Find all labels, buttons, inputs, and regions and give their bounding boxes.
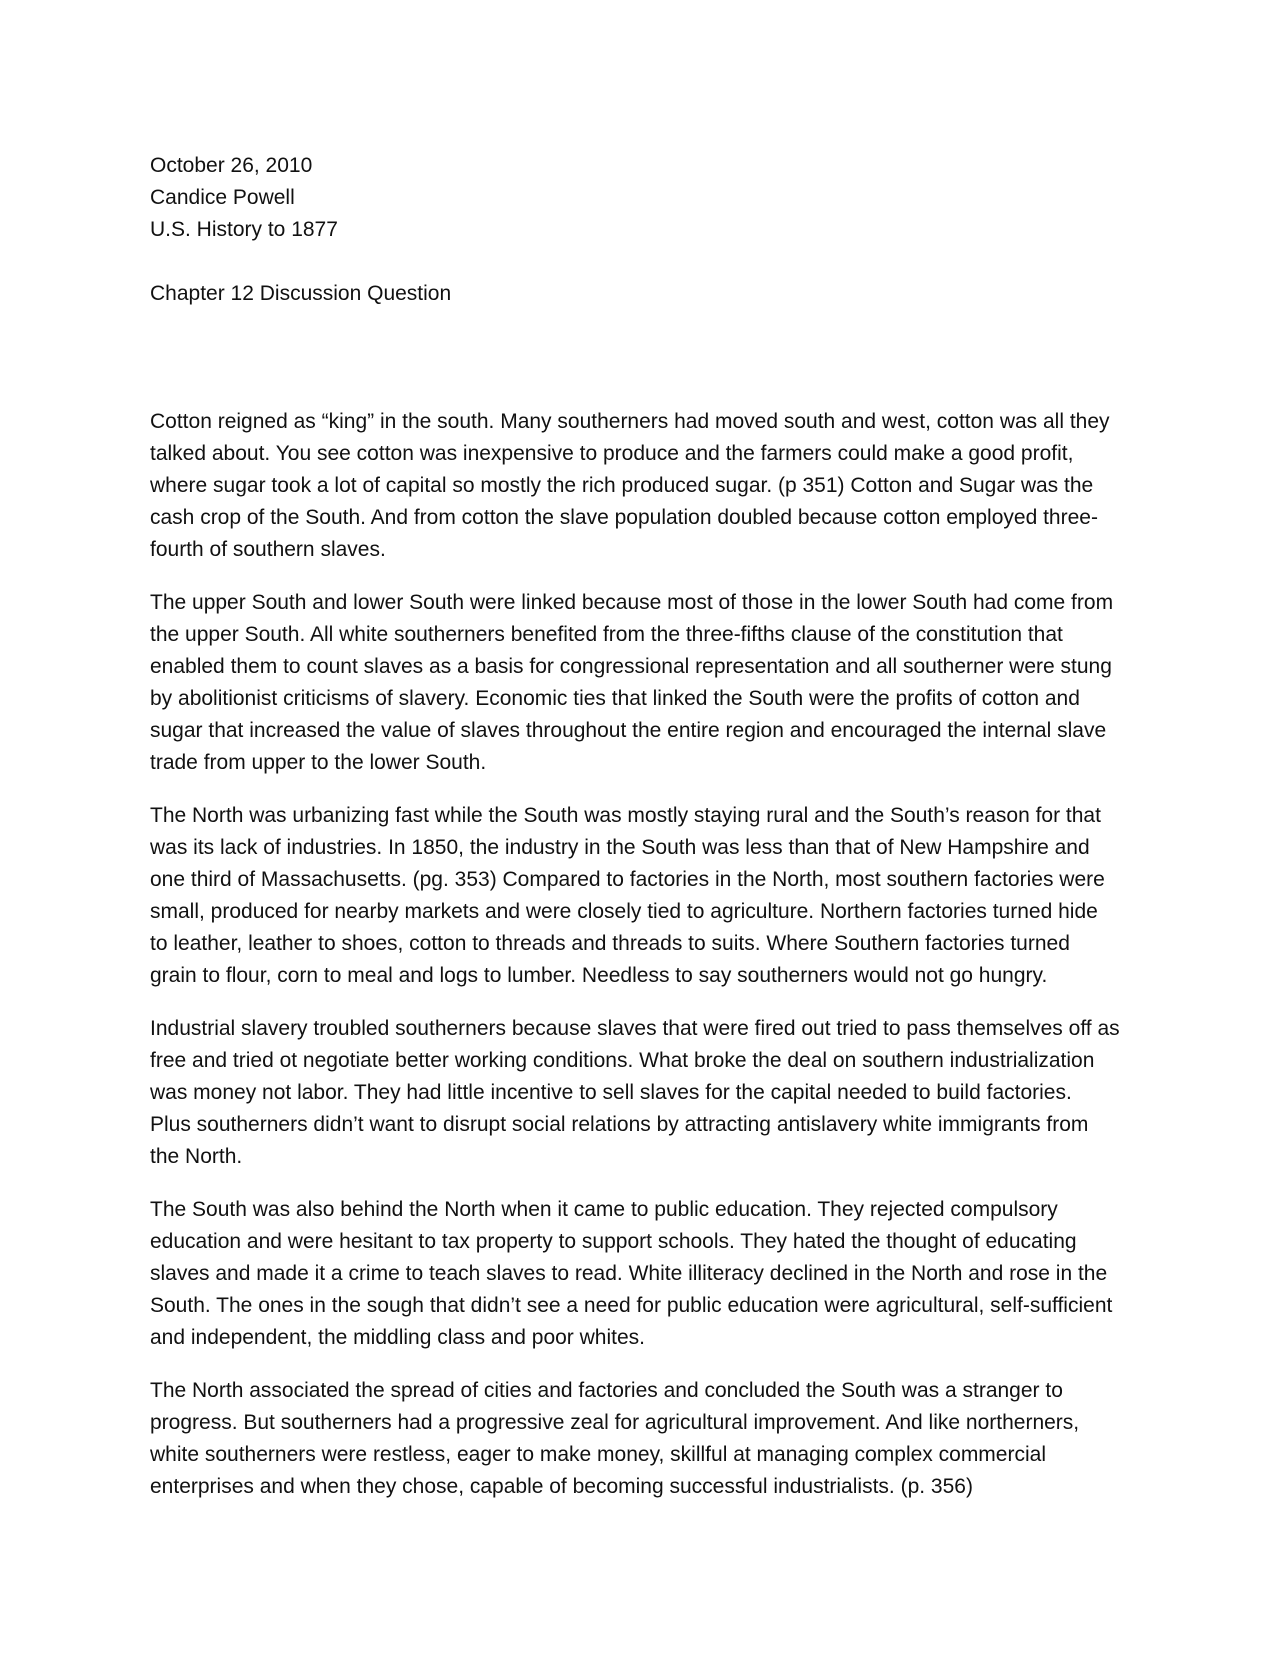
paragraph-line: the North. [150,1145,243,1168]
document-body [150,150,1140,1524]
paragraph-line: by abolitionist criticisms of slavery. Economic ties that linked the South were the profits of cotton and [150,687,1080,710]
paragraph-line: Industrial slavery troubled southerners because slaves that were fired out tried to pass themselves off as [150,1017,1120,1040]
paragraph-line: the upper South. All white southerners benefited from the three-fifths clause of the constitution that [150,623,1063,646]
paragraph-line: trade from upper to the lower South. [150,751,487,774]
paragraph-line: enterprises and when they chose, capable of becoming successful industrialists. (p. 356) [150,1475,973,1498]
paragraph-line: talked about. You see cotton was inexpensive to produce and the farmers could make a good profit, [150,442,1074,465]
paragraph-line: Plus southerners didn’t want to disrupt social relations by attracting antislavery white immigrants from [150,1113,1089,1136]
paragraph-line: one third of Massachusetts. (pg. 353) Compared to factories in the North, most southern factories were [150,868,1105,891]
paragraph-line: South. The ones in the sough that didn’t see a need for public education were agricultural, self-sufficient [150,1294,1113,1317]
paragraph-line: fourth of southern slaves. [150,538,386,561]
paragraph-line: and independent, the middling class and poor whites. [150,1326,645,1349]
paragraph-line: The upper South and lower South were linked because most of those in the lower South had come from [150,591,1114,614]
paragraph-line: cash crop of the South. And from cotton the slave population doubled because cotton employed three- [150,506,1098,529]
author-line: Candice Powell [150,186,295,209]
date-line: October 26, 2010 [150,154,313,177]
paragraph-line: grain to flour, corn to meal and logs to lumber. Needless to say southerners would not go hungry. [150,964,1048,987]
paragraph-line: was its lack of industries. In 1850, the industry in the South was less than that of New Hampshire and [150,836,1090,859]
paragraph-line: to leather, leather to shoes, cotton to threads and threads to suits. Where Southern factories turned [150,932,1070,955]
header-block [150,150,1140,246]
paragraph-line: was money not labor. They had little incentive to sell slaves for the capital needed to build factories. [150,1081,1072,1104]
paragraph-line: Cotton reigned as “king” in the south. Many southerners had moved south and west, cotton was all they [150,410,1110,433]
document-title: Chapter 12 Discussion Question [150,282,452,305]
paragraph-5 [150,1194,1140,1354]
paragraph-line: The North associated the spread of cities and factories and concluded the South was a stranger to [150,1379,1063,1402]
paragraph-line: sugar that increased the value of slaves throughout the entire region and encouraged the internal slave [150,719,1107,742]
paragraph-line: white southerners were restless, eager to make money, skillful at managing complex commercial [150,1443,1046,1466]
paragraph-4 [150,1013,1140,1173]
paragraph-1 [150,406,1140,566]
paragraph-line: free and tried ot negotiate better working conditions. What broke the deal on southern industrialization [150,1049,1095,1072]
paragraph-6 [150,1375,1140,1503]
paragraph-line: small, produced for nearby markets and were closely tied to agriculture. Northern factories turned hide [150,900,1098,923]
paragraph-line: where sugar took a lot of capital so mostly the rich produced sugar. (p 351) Cotton and Sugar was the [150,474,1094,497]
paragraph-line: enabled them to count slaves as a basis for congressional representation and all southerner were stung [150,655,1112,678]
paragraph-2 [150,587,1140,779]
paragraph-3 [150,800,1140,992]
paragraph-line: The North was urbanizing fast while the South was mostly staying rural and the South’s reason for that [150,804,1101,827]
paragraph-line: The South was also behind the North when it came to public education. They rejected compulsory [150,1198,1058,1221]
paragraph-line: slaves and made it a crime to teach slaves to read. White illiteracy declined in the North and rose in the [150,1262,1108,1285]
paragraph-line: progress. But southerners had a progressive zeal for agricultural improvement. And like northerners, [150,1411,1080,1434]
paragraph-line: education and were hesitant to tax property to support schools. They hated the thought of educating [150,1230,1077,1253]
course-line: U.S. History to 1877 [150,218,338,241]
